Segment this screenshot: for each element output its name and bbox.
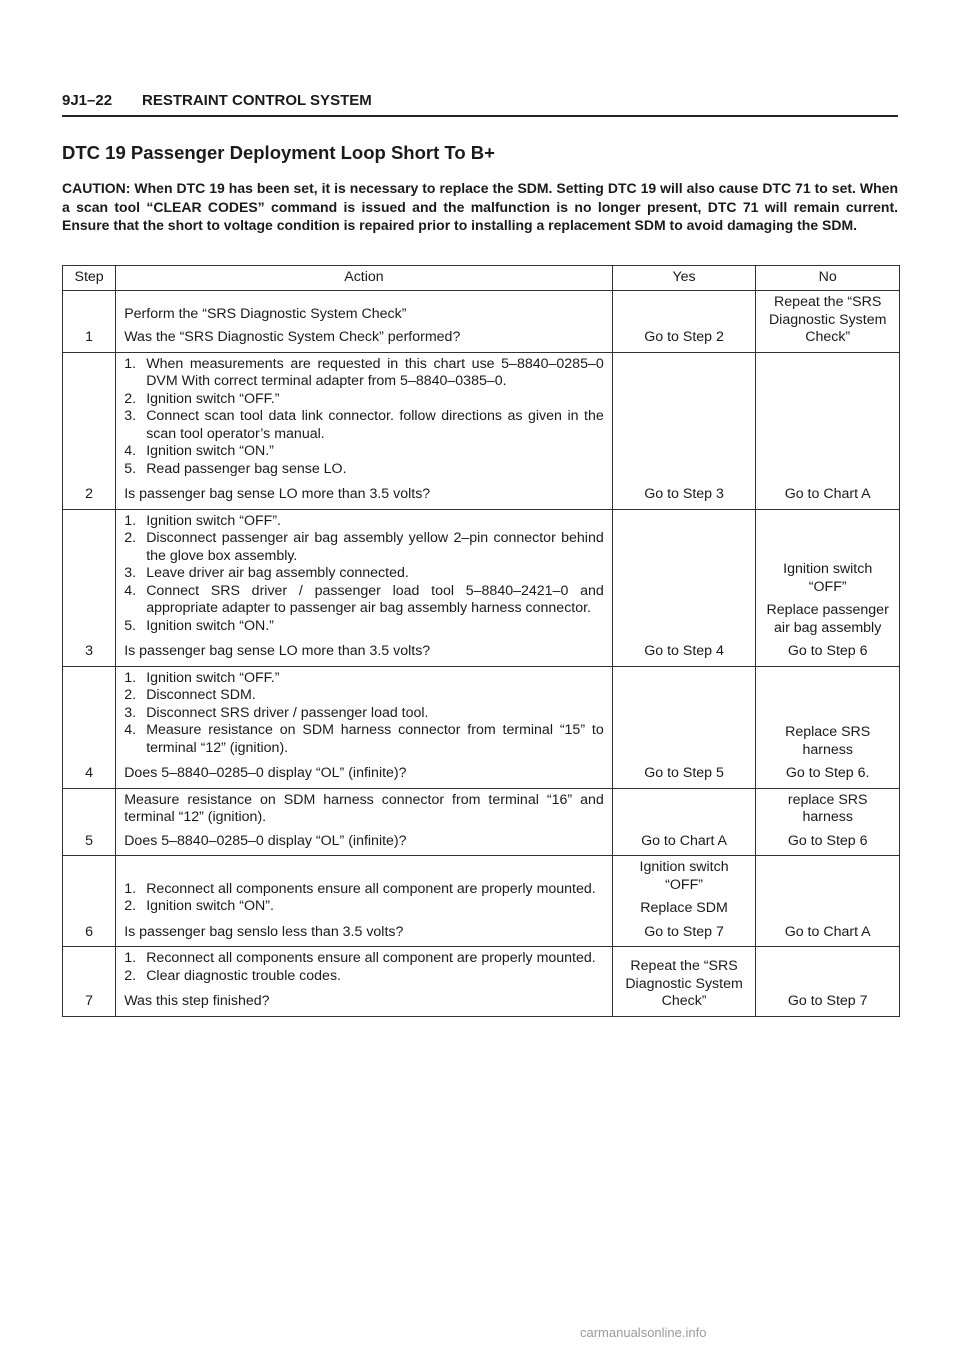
step-number: 5 bbox=[63, 788, 116, 856]
yes-result: Ignition switch “OFF” bbox=[639, 859, 729, 893]
item-number: 5. bbox=[124, 460, 137, 477]
item-number: 2. bbox=[124, 687, 137, 703]
yes-cell bbox=[612, 666, 756, 788]
header-yes: Yes bbox=[612, 266, 756, 291]
action-item bbox=[124, 722, 604, 757]
no-result: Go to Step 7 bbox=[787, 993, 868, 1009]
action-item bbox=[124, 583, 604, 618]
item-text: Reconnect all components ensure all component are properly mounted. bbox=[146, 880, 596, 897]
yes-result: Go to Chart A bbox=[641, 832, 728, 849]
table-row bbox=[63, 291, 900, 353]
step-number: 1 bbox=[63, 291, 116, 353]
action-list bbox=[124, 950, 604, 985]
no-cell bbox=[756, 666, 900, 788]
action-question: Is passenger bag sense LO more than 3.5 volts? bbox=[124, 643, 431, 659]
step-number: 6 bbox=[63, 856, 116, 947]
action-list bbox=[124, 513, 604, 636]
action-cell bbox=[116, 509, 613, 666]
action-cell bbox=[116, 291, 613, 353]
yes-result: Go to Step 2 bbox=[644, 329, 724, 345]
yes-result: Repeat the “SRS Diagnostic System Check” bbox=[625, 958, 743, 1009]
item-number: 1. bbox=[124, 950, 137, 966]
item-text: Ignition switch “OFF”. bbox=[146, 512, 281, 529]
step-number: 3 bbox=[63, 509, 116, 666]
no-cell bbox=[756, 788, 900, 856]
yes-cell bbox=[612, 509, 756, 666]
step-number: 2 bbox=[63, 352, 116, 509]
page-title: DTC 19 Passenger Deployment Loop Short To B+ bbox=[62, 142, 495, 163]
table-row bbox=[63, 947, 900, 1017]
action-item bbox=[124, 530, 604, 565]
item-number: 4. bbox=[124, 722, 137, 738]
action-cell bbox=[116, 666, 613, 788]
action-question: Is passenger bag senslo less than 3.5 volts? bbox=[124, 923, 404, 940]
header-action: Action bbox=[116, 266, 613, 291]
item-text: Connect scan tool data link connector. follow directions as given in the scan tool operator’s manual. bbox=[146, 408, 604, 442]
item-text: Read passenger bag sense LO. bbox=[146, 460, 347, 477]
yes-cell bbox=[612, 947, 756, 1017]
table-row bbox=[63, 666, 900, 788]
action-cell bbox=[116, 788, 613, 856]
action-text: Perform the “SRS Diagnostic System Check” bbox=[124, 305, 407, 322]
page-number: 9J1–22 bbox=[62, 92, 113, 109]
action-item bbox=[124, 968, 604, 986]
item-number: 2. bbox=[124, 530, 137, 546]
table-row bbox=[63, 509, 900, 666]
item-number: 3. bbox=[124, 704, 137, 721]
action-item bbox=[124, 705, 604, 723]
table-header-row bbox=[63, 266, 900, 291]
no-result: Go to Step 6 bbox=[787, 832, 868, 849]
item-number: 2. bbox=[124, 967, 137, 984]
action-item bbox=[124, 565, 604, 583]
item-text: Connect SRS driver / passenger load tool 5–8840–2421–0 and appropriate adapter to passenger air bag assembly harness connector. bbox=[146, 582, 604, 616]
item-number: 4. bbox=[124, 443, 137, 459]
action-list bbox=[124, 670, 604, 758]
action-list bbox=[124, 356, 604, 479]
item-text: When measurements are requested in this chart use 5–8840–0285–0 DVM With correct terminal adapter from 5–8840–0385–0. bbox=[146, 355, 604, 389]
action-item bbox=[124, 618, 604, 636]
action-item bbox=[124, 461, 604, 479]
table-row bbox=[63, 856, 900, 947]
no-result: Go to Chart A bbox=[784, 923, 871, 940]
item-number: 3. bbox=[124, 565, 137, 581]
item-text: Ignition switch “ON.” bbox=[146, 443, 274, 459]
action-item bbox=[124, 687, 604, 705]
action-question: Is passenger bag sense LO more than 3.5 volts? bbox=[124, 486, 431, 502]
watermark: carmanualsonline.info bbox=[580, 1325, 707, 1340]
step-number: 4 bbox=[63, 666, 116, 788]
no-cell bbox=[756, 947, 900, 1017]
item-text: Reconnect all components ensure all component are properly mounted. bbox=[146, 950, 596, 966]
item-text: Disconnect passenger air bag assembly yellow 2–pin connector behind the glove box assembly. bbox=[146, 530, 604, 564]
yes-cell bbox=[612, 352, 756, 509]
item-number: 2. bbox=[124, 390, 137, 407]
yes-cell bbox=[612, 788, 756, 856]
action-item bbox=[124, 670, 604, 688]
yes-result: Go to Step 7 bbox=[644, 923, 724, 940]
item-number: 1. bbox=[124, 512, 137, 529]
item-text: Measure resistance on SDM harness connector from terminal “15” to terminal “12” (ignition). bbox=[146, 722, 604, 756]
item-number: 4. bbox=[124, 582, 137, 599]
action-item bbox=[124, 881, 604, 899]
item-number: 1. bbox=[124, 669, 137, 686]
item-number: 5. bbox=[124, 617, 137, 634]
item-text: Ignition switch “ON”. bbox=[146, 898, 274, 914]
yes-cell bbox=[612, 856, 756, 947]
item-number: 2. bbox=[124, 898, 137, 914]
action-question: Does 5–8840–0285–0 display “OL” (infinite)? bbox=[124, 765, 407, 781]
action-item bbox=[124, 898, 604, 916]
yes-cell bbox=[612, 291, 756, 353]
item-text: Clear diagnostic trouble codes. bbox=[146, 967, 341, 984]
table-row bbox=[63, 352, 900, 509]
no-result: Replace SRS harness bbox=[785, 724, 871, 758]
no-result: Go to Step 6. bbox=[785, 765, 870, 781]
page-header bbox=[62, 92, 898, 117]
table-row bbox=[63, 788, 900, 856]
action-item bbox=[124, 443, 604, 461]
action-item bbox=[124, 513, 604, 531]
action-text: Measure resistance on SDM harness connector from terminal “16” and terminal “12” (ignition). bbox=[124, 791, 604, 825]
item-text: Ignition switch “OFF.” bbox=[146, 669, 280, 686]
no-cell bbox=[756, 291, 900, 353]
step-number: 7 bbox=[63, 947, 116, 1017]
diagnostic-table bbox=[62, 265, 900, 1017]
item-text: Disconnect SDM. bbox=[146, 687, 256, 703]
no-cell bbox=[756, 352, 900, 509]
action-item bbox=[124, 356, 604, 391]
no-result: Go to Step 6 bbox=[787, 643, 868, 659]
action-question: Was the “SRS Diagnostic System Check” performed? bbox=[124, 329, 461, 345]
item-text: Disconnect SRS driver / passenger load tool. bbox=[146, 704, 429, 721]
no-result: Repeat the “SRS Diagnostic System Check” bbox=[768, 294, 887, 345]
yes-result: Go to Step 4 bbox=[644, 643, 724, 659]
no-cell bbox=[756, 856, 900, 947]
item-number: 1. bbox=[124, 355, 137, 372]
action-item bbox=[124, 391, 604, 409]
no-result: replace SRS harness bbox=[787, 791, 868, 825]
no-result: Ignition switch “OFF” bbox=[783, 561, 873, 595]
header-no: No bbox=[756, 266, 900, 291]
header-step: Step bbox=[63, 266, 116, 291]
caution-note: CAUTION: When DTC 19 has been set, it is necessary to replace the SDM. Setting DTC 19 will also cause DTC 71 to set. When a scan tool “CLEAR CODES” command is issued and the malfunction is no longer present, DTC 71 will remain current. Ensure that the short to voltage condition is repaired prior to installing a replacement SDM to avoid damaging the SDM. bbox=[62, 180, 898, 233]
action-cell bbox=[116, 947, 613, 1017]
action-cell bbox=[116, 856, 613, 947]
item-number: 1. bbox=[124, 880, 137, 897]
action-question: Does 5–8840–0285–0 display “OL” (infinite)? bbox=[124, 832, 407, 849]
section-title: RESTRAINT CONTROL SYSTEM bbox=[142, 92, 372, 109]
action-list bbox=[124, 881, 604, 916]
action-question: Was this step finished? bbox=[124, 993, 270, 1009]
action-cell bbox=[116, 352, 613, 509]
item-number: 3. bbox=[124, 408, 137, 424]
no-cell bbox=[756, 509, 900, 666]
yes-result: Replace SDM bbox=[640, 900, 728, 916]
yes-result: Go to Step 5 bbox=[644, 765, 724, 781]
item-text: Leave driver air bag assembly connected. bbox=[146, 565, 409, 581]
no-result: Replace passenger air bag assembly bbox=[766, 602, 889, 636]
yes-result: Go to Step 3 bbox=[644, 486, 724, 502]
action-item bbox=[124, 408, 604, 443]
item-text: Ignition switch “ON.” bbox=[146, 617, 274, 634]
item-text: Ignition switch “OFF.” bbox=[146, 390, 280, 407]
no-result: Go to Chart A bbox=[784, 486, 871, 502]
action-item bbox=[124, 950, 604, 968]
